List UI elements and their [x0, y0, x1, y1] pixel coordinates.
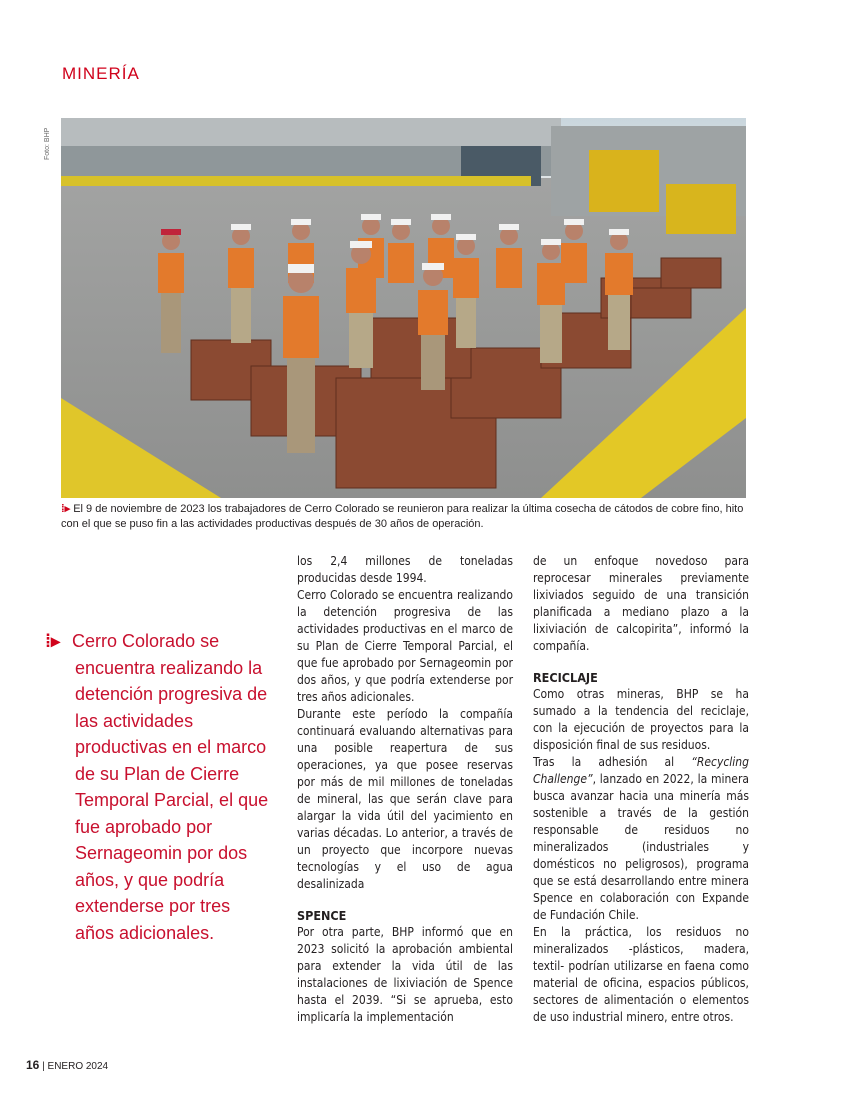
photo-credit: Foto: BHP: [44, 127, 51, 160]
paragraph: En la práctica, los residuos no mineralizados -plásticos, madera, textil- podrían utilizarse en faena como material de oficina, espacios públicos, sectores de alimentación o elementos de uso industrial minero, entre otros.: [533, 925, 749, 1024]
section-heading-spence: SPENCE: [297, 908, 347, 923]
paragraph: de un enfoque novedoso para reprocesar minerales previamente lixiviados seguido de una transición planificada a mediano plazo a la lixiviación de calcopirita”, informó la compañía.: [533, 554, 749, 653]
article-column-2: [533, 553, 749, 1026]
emphasis-text: “Recycling Challenge”: [533, 755, 749, 786]
bullet-icon: ⁞▸: [45, 631, 61, 651]
paragraph: Como otras mineras, BHP se ha sumado a la tendencia del reciclaje, con la ejecución de proyectos para la disposición final de sus residuos.: [533, 687, 749, 752]
page-footer: [26, 1058, 108, 1072]
text-run: , lanzado en 2022, la minera busca avanzar hacia una minería más sostenible a través de la gestión responsable de residuos no mineralizados (industriales y domésticos no peligrosos), programa que se está desarrollando entre minera Spence en colaboración con Expande de Fundación Chile.: [533, 772, 749, 922]
caption-text: El 9 de noviembre de 2023 los trabajadores de Cerro Colorado se reunieron para realizar la última cosecha de cátodos de cobre fino, hito con el que se puso fin a las actividades productivas después de 30 años de operación.: [61, 503, 744, 530]
article-photo: [61, 118, 746, 498]
section-heading-reciclaje: RECICLAJE: [533, 670, 598, 685]
issue-date: ENERO 2024: [47, 1061, 109, 1072]
section-title: MINERÍA: [62, 64, 140, 83]
pull-quote-text: Cerro Colorado se encuentra realizando la detención progresiva de las actividades productivas en el marco de su Plan de Cierre Temporal Parcial, el que fue aprobado por Sernageomin por dos años, y que podría extenderse por tres años adicionales.: [72, 631, 269, 943]
photo-illustration: [61, 118, 746, 498]
paragraph: Durante este período la compañía continuará evaluando alternativas para una posible reapertura de sus operaciones, ya que posee reservas por más de mil millones de toneladas de mineral, las que serán clave para alargar la vida útil del yacimiento en varias décadas. Lo anterior, a través de un proyecto que incorpore nuevas tecnologías y el uso de agua desalinizada: [297, 707, 513, 891]
article-column-1: [297, 553, 513, 1026]
paragraph: Cerro Colorado se encuentra realizando la detención progresiva de las actividades productivas en el marco de su Plan de Cierre Temporal Parcial, el que fue aprobado por Sernageomin por dos años, y que podría extenderse por tres años adicionales.: [297, 588, 513, 704]
paragraph: Por otra parte, BHP informó que en 2023 solicitó la aprobación ambiental para extender la vida útil de las instalaciones de lixiviación de Spence hasta el 2039. “Si se aprueba, esto implicaría la implementación: [297, 925, 513, 1024]
footer-separator: |: [42, 1061, 45, 1072]
pull-quote: [45, 628, 270, 946]
paragraph: [533, 754, 749, 924]
text-run: Tras la adhesión al: [533, 755, 692, 769]
bullet-icon: ⁞▸: [61, 503, 71, 515]
page-number: 16: [26, 1058, 40, 1072]
paragraph: los 2,4 millones de toneladas producidas desde 1994.: [297, 554, 513, 585]
photo-caption: [61, 502, 751, 532]
